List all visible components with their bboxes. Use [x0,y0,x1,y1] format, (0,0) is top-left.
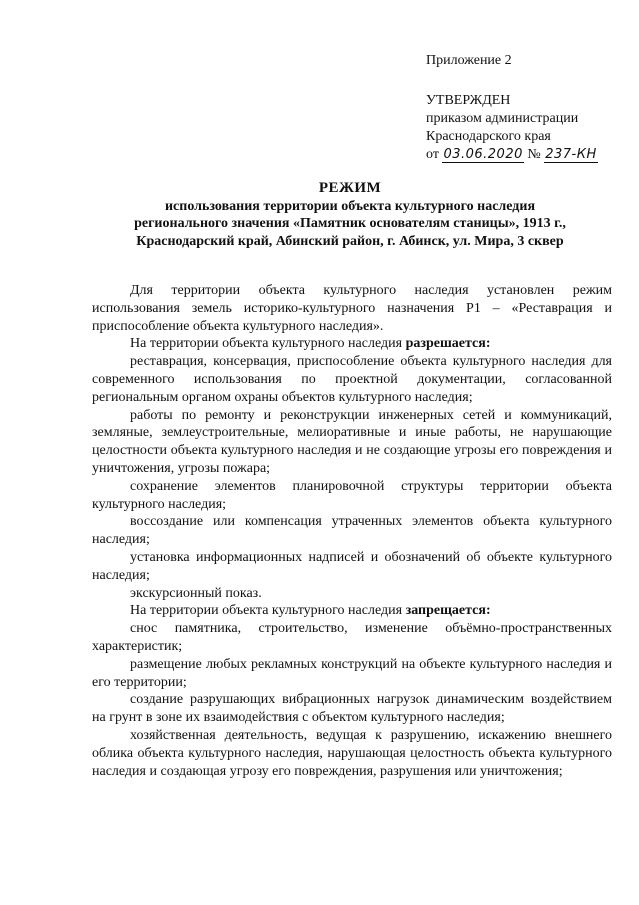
forbidden-item: снос памятника, строительство, изменение объёмно-пространственных характеристик; [92,621,612,654]
allowed-item: реставрация, консервация, приспособление объекта культурного наследия для современного использования по проектной документации, согласованной региональным органом охраны объектов культурного наследия; [92,354,612,405]
document-body [92,282,612,780]
number-prefix: № [527,147,541,162]
handwritten-date: 03.06.2020 [443,147,523,162]
allowed-item: экскурсионный показ. [130,585,262,601]
title-head: РЕЖИМ [318,180,382,196]
approval-line-1: приказом администрации [426,111,579,126]
forbidden-lead: На территории объекта культурного наследия [130,603,406,619]
intro-paragraph: Для территории объекта культурного наследия установлен режим использования земель историко-культурного назначения Р1 – «Реставрация и приспособление объекта культурного наследия». [92,283,612,334]
handwritten-number: 237-КН [545,147,597,162]
allowed-item: воссоздание или компенсация утраченных элементов объекта культурного наследия; [92,514,612,548]
allowed-item: установка информационных надписей и обозначений об объекте культурного наследия; [92,549,612,583]
forbidden-item: хозяйственная деятельность, ведущая к разрушению, искажению внешнего облика объекта культурного наследия, нарушающая целостность объекта культурного наследия и создающая угрозу его повреждения, разрушения или уничтожения; [92,727,612,779]
forbidden-item: создание разрушающих вибрационных нагрузок динамическим воздействием на грунт в зоне их взаимодействия с объектом культурного наследия; [92,692,612,726]
approval-date-line [426,146,598,164]
approval-line-2: Краснодарского края [426,129,551,144]
date-prefix: от [426,147,439,162]
forbidden-word: запрещается: [405,603,491,619]
allowed-item: работы по ремонту и реконструкции инженерных сетей и коммуникаций, земляные, землеустроительные, мелиоративные и иные работы, не нарушающие целостности объекта культурного наследия и не создающие угрозы его повреждения и уничтожения, угрозы пожара; [92,407,612,476]
approval-status: УТВЕРЖДЕН [426,93,511,108]
appendix-label: Приложение 2 [426,53,512,68]
allowed-lead: На территории объекта культурного наследия [130,336,406,352]
title-line-3: Краснодарский край, Абинский район, г. Абинск, ул. Мира, 3 сквер [136,233,564,249]
allowed-heading [92,335,612,353]
title-line-1: использования территории объекта культурного наследия [164,198,536,214]
allowed-word: разрешается: [405,336,491,352]
allowed-item: сохранение элементов планировочной структуры территории объекта культурного наследия; [92,478,612,512]
title-line-2: регионального значения «Памятник основателям станицы», 1913 г., [134,216,566,231]
approval-block [426,92,598,164]
forbidden-item: размещение любых рекламных конструкций на объекте культурного наследия и его территории; [92,656,612,690]
forbidden-heading [92,602,612,620]
document-title [30,180,639,250]
